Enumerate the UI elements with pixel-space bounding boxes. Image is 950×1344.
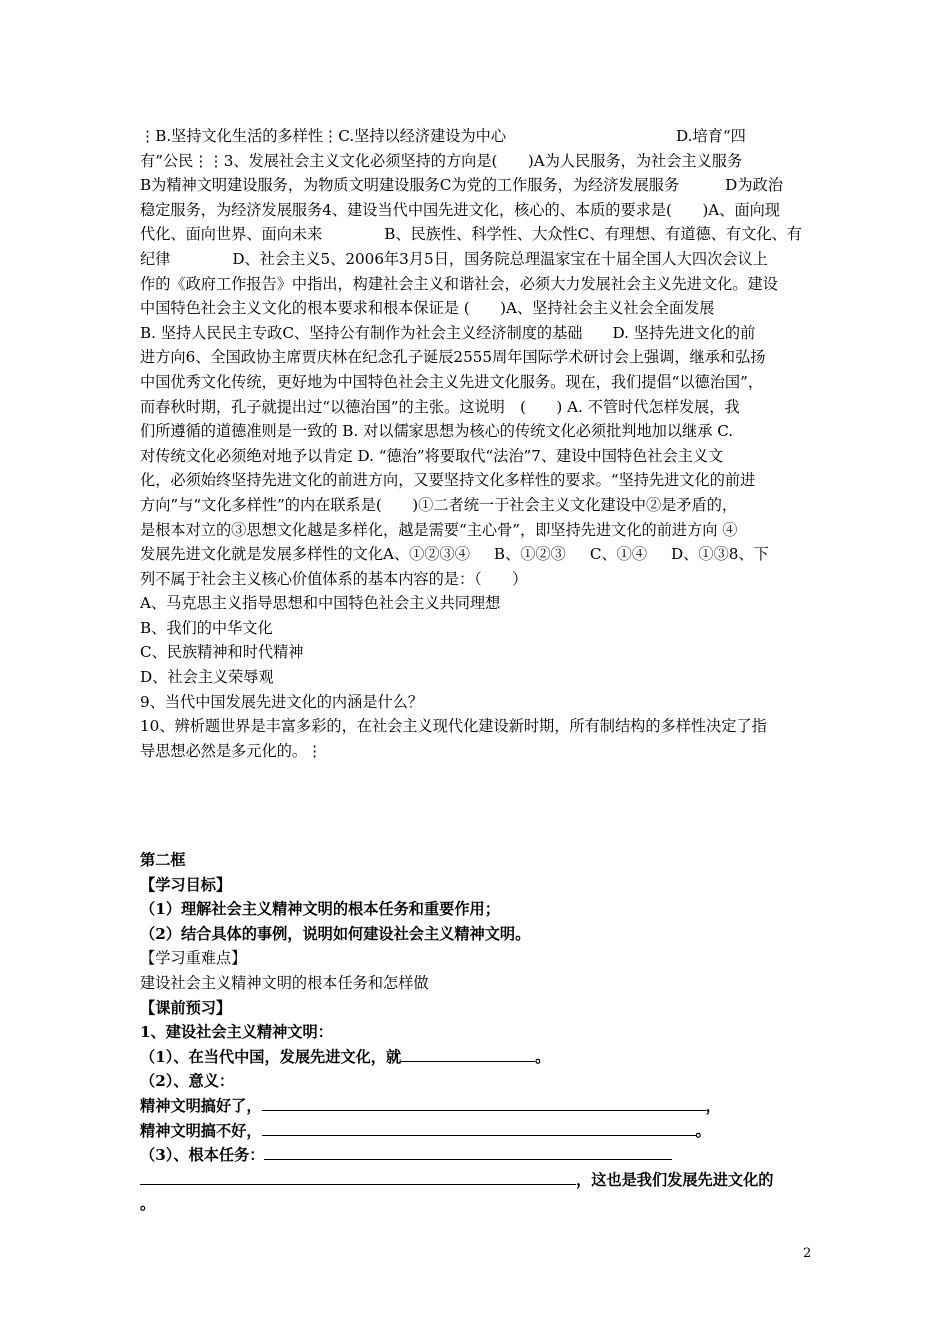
question-line: 10、辨析题世界是丰富多彩的，在社会主义现代化建设新时期，所有制结构的多样性决定了指 — [140, 717, 767, 736]
text-line: 方向”与“文化多样性”的内在联系是( )①二者统一于社会主义文化建设中②是矛盾的， — [140, 495, 738, 514]
text-line: 们所遵循的道德准则是一致的 B. 对以儒家思想为核心的传统文化必须批判地加以继承 C. — [140, 422, 734, 441]
goal-item: （1）理解社会主义精神文明的根本任务和重要作用； — [140, 900, 500, 919]
key-heading: 【学习重难点】 — [140, 949, 247, 968]
answer-blank[interactable] — [140, 1168, 576, 1185]
key-text: 建设社会主义精神文明的根本任务和怎样做 — [140, 973, 429, 992]
section-two — [140, 848, 820, 1217]
question-1-2: （2）、意义： — [140, 1072, 235, 1091]
text-line: 中国特色社会主义文化的根本要求和根本保证是 ( )A、坚持社会主义社会全面发展 — [140, 299, 715, 318]
text-line: 中国优秀文化传统，更好地为中国特色社会主义先进文化服务。现在，我们提倡“以德治国”， — [140, 372, 764, 391]
section-title: 第二框 — [140, 851, 186, 869]
goal-item: （2）结合具体的事例，说明如何建设社会主义精神文明。 — [140, 924, 531, 943]
text-line: B为精神文明建设服务，为物质文明建设服务C为党的工作服务，为经济发展服务 D为政治 — [140, 176, 783, 195]
text-line: 有”公民⋮⋮3、发展社会主义文化必须坚持的方向是( )A为人民服务，为社会主义服务 — [140, 151, 743, 170]
fill-line: ，这也是我们发展先进文化的 — [140, 1168, 820, 1193]
option-line: A、马克思主义指导思想和中国特色社会主义共同理想 — [140, 594, 501, 613]
answer-blank[interactable] — [264, 1143, 672, 1160]
fill-line: 精神文明搞好了， ， — [140, 1094, 820, 1119]
question-1: 1、建设社会主义精神文明： — [140, 1023, 333, 1042]
text-line: 纪律 D、社会主义5、2006年3月5日，国务院总理温家宝在十届全国人大四次会议上 — [140, 249, 768, 268]
text-line: 是根本对立的③思想文化越是多样化，越是需要“主心骨”，即坚持先进文化的前进方向 ④ — [140, 520, 738, 539]
exercise-text — [140, 124, 812, 763]
goals-heading: 【学习目标】 — [140, 875, 232, 894]
question-line: 导思想必然是多元化的。⋮ — [140, 741, 323, 760]
text-line: 列不属于社会主义核心价值体系的基本内容的是：（ ） — [140, 569, 528, 588]
text-line: 作的《政府工作报告》中指出，构建社会主义和谐社会，必须大力发展社会主义先进文化。建设 — [140, 274, 778, 293]
text-line: ⋮B.坚持文化生活的多样性⋮C.坚持以经济建设为中心 D.培育“四 — [140, 127, 746, 145]
fill-line: 精神文明搞不好， 。 — [140, 1119, 820, 1144]
fill-line: （1）、在当代中国，发展先进文化，就 。 — [140, 1045, 820, 1070]
text-line: 代化、面向世界、面向未来 B、民族性、科学性、大众性C、有理想、有道德、有文化、有 — [140, 225, 802, 244]
fill-line-end: 。 — [140, 1195, 156, 1214]
preview-heading: 【课前预习】 — [140, 998, 232, 1017]
question-line: 9、当代中国发展先进文化的内涵是什么？ — [140, 692, 424, 711]
text-line: 进方向6、全国政协主席贾庆林在纪念孔子诞辰2555周年国际学术研讨会上强调，继承和弘扬 — [140, 348, 766, 367]
text-line: 稳定服务，为经济发展服务4、建设当代中国先进文化，核心的、本质的要求是( )A、面向现 — [140, 200, 780, 219]
page-number: 2 — [803, 1246, 812, 1261]
text-line: 对传统文化必须绝对地予以肯定 D. “德治”将要取代“法治”7、建设中国特色社会主义文 — [140, 446, 724, 465]
answer-blank[interactable] — [262, 1094, 706, 1111]
answer-blank[interactable] — [401, 1045, 535, 1062]
text-line: 化，必须始终坚持先进文化的前进方向，又要坚持文化多样性的要求。“坚持先进文化的前进 — [140, 471, 756, 490]
answer-blank[interactable] — [262, 1119, 696, 1136]
option-line: C、民族精神和时代精神 — [140, 643, 304, 662]
option-line: D、社会主义荣辱观 — [140, 668, 274, 687]
text-line: B. 坚持人民民主专政C、坚持公有制作为社会主义经济制度的基础 D. 坚持先进文化的前 — [140, 323, 756, 342]
fill-line: （3）、根本任务： — [140, 1143, 820, 1168]
text-line: 而春秋时期，孔子就提出过“以德治国”的主张。这说明 ( ) A. 不管时代怎样发展，我 — [140, 397, 740, 416]
option-line: B、我们的中华文化 — [140, 618, 273, 637]
text-line: 发展先进文化就是发展多样性的文化A、①②③④ B、①②③ C、①④ D、①③8、下 — [140, 545, 769, 564]
